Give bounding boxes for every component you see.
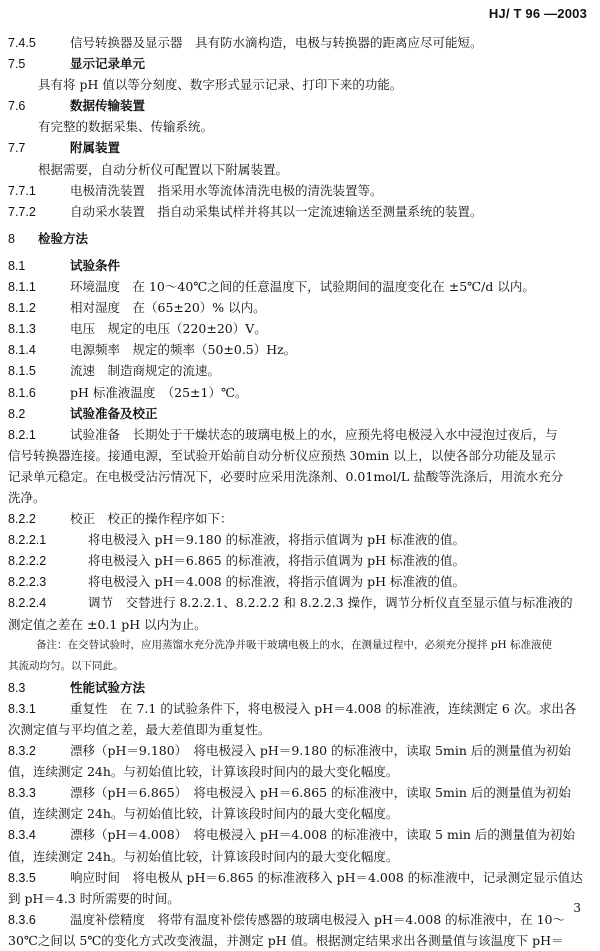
section-heading-8-1 — [8, 255, 590, 276]
clause-text: 重复性 在 7.1 的试验条件下，将电极浸入 pH＝4.008 的标准液，连续测定 6 次。求出各 — [70, 700, 577, 716]
clause-8-2-2 — [8, 508, 590, 529]
clause-number: 7.7.2 — [8, 204, 36, 219]
clause-number: 8.2.2.1 — [8, 533, 47, 548]
clause-number: 8.3 — [8, 680, 26, 695]
clause-number: 8.3.2 — [8, 744, 36, 759]
clause-text: 漂移（pH＝4.008） 将电极浸入 pH＝4.008 的标准液中，读取 5 min 后的测量值为初始 — [70, 827, 575, 843]
clause-text: 电源频率 规定的频率（50±0.5）Hz。 — [70, 342, 297, 358]
clause-text: 相对湿度 在（65±20）% 以内。 — [70, 300, 266, 316]
clause-number: 7.5 — [8, 57, 26, 72]
heading-text: 检验方法 — [38, 230, 89, 246]
clause-text: 漂移（pH＝6.865） 将电极浸入 pH＝6.865 的标准液中，读取 5min 后的测量值为初始 — [70, 785, 571, 801]
paragraph-line: 次测定值与平均值之差，最大差值即为重复性。 — [8, 722, 271, 737]
clause-7-7-1 — [8, 180, 590, 201]
section-heading-7-5 — [8, 53, 590, 74]
paragraph-line: 测定值之差在 ±0.1 pH 以内为止。 — [8, 616, 207, 632]
clause-number: 8.1 — [8, 258, 26, 273]
clause-number: 7.7 — [8, 141, 26, 156]
clause-text: 流速 制造商规定的流速。 — [70, 363, 221, 379]
clause-8-3-3 — [8, 782, 590, 803]
clause-number: 8.2.2.2 — [8, 554, 47, 569]
clause-8-2-1 — [8, 424, 590, 445]
clause-number: 8.1.3 — [8, 322, 36, 337]
clause-8-3-1 — [8, 698, 590, 719]
paragraph-line: 到 pH＝4.3 时所需要的时间。 — [8, 890, 180, 906]
clause-number: 8.2.2.4 — [8, 596, 47, 611]
clause-text: pH 标准液温度 （25±1）℃。 — [70, 384, 248, 400]
clause-text: 环境温度 在 10～40℃之间的任意温度下，试验期间的温度变化在 ±5℃/d 以内。 — [70, 279, 535, 295]
clause-8-1-4 — [8, 339, 590, 360]
clause-number: 7.4.5 — [8, 36, 36, 50]
clause-number: 8.3.3 — [8, 786, 36, 801]
standard-code: HJ/ T 96 —2003 — [488, 6, 587, 21]
clause-text: 信号转换器及显示器 具有防水滴构造，电极与转换器的距离应尽可能短。 — [70, 35, 483, 50]
section-heading-8-3 — [8, 677, 590, 698]
paragraph-line: 值，连续测定 24h。与初始值比较，计算该段时间内的最大变化幅度。 — [8, 764, 399, 780]
clause-8-3-4 — [8, 824, 590, 845]
note-line: 备注：在交替试验时，应用蒸馏水充分洗净并吸干玻璃电极上的水，在测量过程中，必须充分搅拌 pH 标准液使 — [36, 638, 553, 651]
paragraph-line: 记录单元稳定。在电极受沾污情况下，必要时应采用洗涤剂、0.01mol/L 盐酸等洗涤后，用流水充分 — [8, 468, 564, 484]
clause-text: 将电极浸入 pH＝6.865 的标准液，将指示值调为 pH 标准液的值。 — [88, 553, 465, 569]
clause-8-1-6 — [8, 382, 590, 403]
heading-text: 数据传输装置 — [70, 98, 146, 114]
clause-8-2-2-4 — [8, 592, 590, 613]
clause-number: 8.3.4 — [8, 828, 36, 843]
clause-number: 8.3.6 — [8, 912, 36, 927]
clause-text: 校正 校正的操作程序如下： — [70, 511, 233, 527]
clause-text: 试验准备 长期处于干燥状态的玻璃电极上的水，应预先将电极浸入水中浸泡过夜后，与 — [70, 426, 558, 442]
clause-number: 8.1.6 — [8, 385, 36, 400]
clause-8-1-2 — [8, 297, 590, 318]
clause-8-2-2-1 — [8, 529, 590, 550]
paragraph-line: 信号转换器连接。接通电源，至试验开始前自动分析仪应预热 30min 以上，以使各部分功能及显示 — [8, 447, 556, 463]
paragraph-line: 值，连续测定 24h。与初始值比较，计算该段时间内的最大变化幅度。 — [8, 806, 399, 822]
heading-text: 附属装置 — [70, 140, 121, 156]
clause-text: 将电极浸入 pH＝4.008 的标准液，将指示值调为 pH 标准液的值。 — [88, 574, 465, 590]
clause-7-7-2 — [8, 201, 590, 222]
clause-number: 8.2 — [8, 406, 26, 421]
clause-number: 8.1.2 — [8, 301, 36, 316]
clause-8-3-5 — [8, 867, 590, 888]
chapter-number: 8 — [8, 231, 15, 246]
note-line: 其流动均匀。以下同此。 — [8, 659, 124, 672]
heading-text: 性能试验方法 — [70, 679, 146, 695]
clause-number: 8.2.1 — [8, 427, 36, 442]
clause-number: 8.2.2.3 — [8, 575, 47, 590]
clause-8-2-2-2 — [8, 550, 590, 571]
document-body — [8, 32, 590, 951]
clause-number: 7.6 — [8, 99, 26, 114]
clause-text: 电压 规定的电压（220±20）V。 — [70, 321, 267, 337]
clause-number: 8.2.2 — [8, 512, 36, 527]
clause-8-3-6 — [8, 909, 590, 930]
clause-text: 电极清洗装置 指采用水等流体清洗电极的清洗装置等。 — [70, 182, 383, 198]
clause-8-1-5 — [8, 360, 590, 381]
section-heading-8-2 — [8, 403, 590, 424]
section-heading-7-6 — [8, 95, 590, 116]
paragraph-line: 值，连续测定 24h。与初始值比较，计算该段时间内的最大变化幅度。 — [8, 848, 399, 864]
clause-8-2-2-3 — [8, 571, 590, 592]
clause-number: 8.1.5 — [8, 364, 36, 379]
paragraph-line: 根据需要，自动分析仪可配置以下附属装置。 — [38, 161, 289, 177]
clause-8-3-2 — [8, 740, 590, 761]
page-number: 3 — [573, 901, 581, 915]
clause-number: 8.3.5 — [8, 870, 36, 885]
clause-text: 调节 交替进行 8.2.2.1、8.2.2.2 和 8.2.2.3 操作，调节分析仪直至显示值与标准液的 — [88, 595, 573, 611]
heading-text: 显示记录单元 — [70, 56, 146, 72]
clause-number: 8.1.4 — [8, 343, 36, 358]
clause-text: 漂移（pH＝9.180） 将电极浸入 pH＝9.180 的标准液中，读取 5min 后的测量值为初始 — [70, 743, 571, 759]
clause-text: 温度补偿精度 将带有温度补偿传感器的玻璃电极浸入 pH＝4.008 的标准液中，在 10～ — [70, 911, 566, 927]
clause-text: 自动采水装置 指自动采集试样并将其以一定流速输送至测量系统的装置。 — [70, 203, 483, 219]
clause-number: 7.7.1 — [8, 183, 36, 198]
clause-text: 响应时间 将电极从 pH＝6.865 的标准液移入 pH＝4.008 的标准液中，记录测定显示值达 — [70, 869, 583, 885]
paragraph-line: 具有将 pH 值以等分刻度、数字形式显示记录、打印下来的功能。 — [38, 77, 403, 93]
paragraph-line: 30℃之间以 5℃的变化方式改变液温，并测定 pH 值。根据测定结果求出各测量值与该温度下 pH＝ — [8, 932, 564, 948]
paragraph-line: 洗净。 — [8, 489, 46, 505]
clause-7-4-5 — [8, 32, 590, 53]
clause-number: 8.3.1 — [8, 701, 36, 716]
clause-text: 将电极浸入 pH＝9.180 的标准液，将指示值调为 pH 标准液的值。 — [88, 532, 465, 548]
chapter-heading-8 — [8, 228, 590, 249]
clause-8-1-1 — [8, 276, 590, 297]
heading-text: 试验准备及校正 — [70, 405, 158, 421]
clause-number: 8.1.1 — [8, 280, 36, 295]
clause-8-1-3 — [8, 318, 590, 339]
heading-text: 试验条件 — [70, 257, 121, 273]
paragraph-line: 有完整的数据采集、传输系统。 — [38, 119, 214, 135]
section-heading-7-7 — [8, 137, 590, 158]
